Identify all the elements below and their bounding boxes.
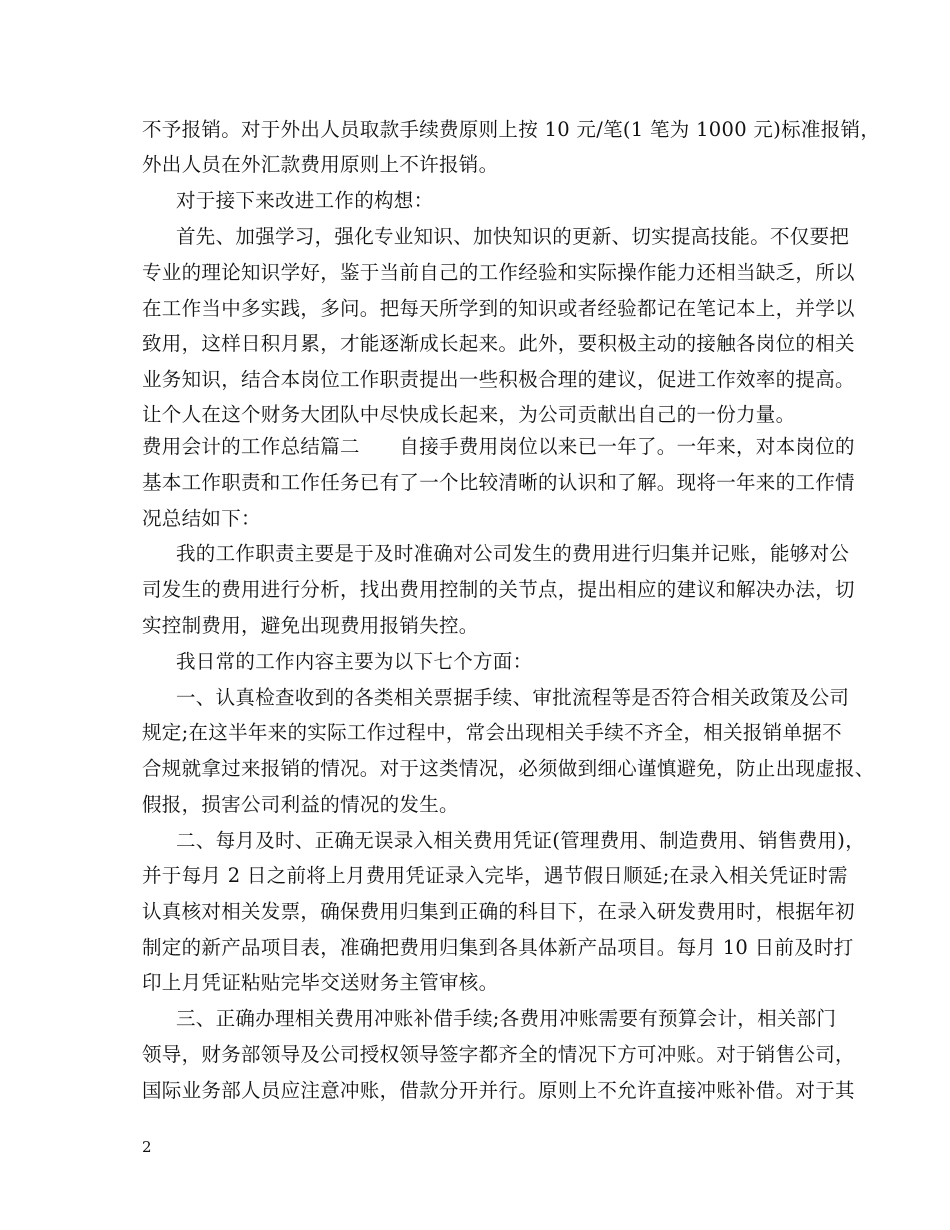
text-line: 一、认真检查收到的各类相关票据手续、审批流程等是否符合相关政策及公司 [176,686,850,709]
text-line: 制定的新产品项目表，准确把费用归集到各具体新产品项目。每月 10 日前及时打 [142,936,854,959]
text-line: 二、每月及时、正确无误录入相关费用凭证(管理费用、制造费用、销售费用)， [176,829,866,852]
text-line: 致用，这样日积月累，才能逐渐成长起来。此外，要积极主动的接触各岗位的相关 [142,332,855,355]
text-line: 费用会计的工作总结篇二 自接手费用岗位以来已一年了。一年来，对本岗位的 [142,435,855,458]
text-line: 首先、加强学习，强化专业知识、加快知识的更新、切实提高技能。不仅要把 [176,225,850,248]
text-line: 外出人员在外汇款费用原则上不许报销。 [142,153,499,176]
text-line: 不予报销。对于外出人员取款手续费原则上按 10 元/笔(1 笔为 1000 元)标准报销， [142,118,881,141]
text-line: 基本工作职责和工作任务已有了一个比较清晰的认识和了解。现将一年来的工作情 [142,471,855,494]
text-line: 对于接下来改进工作的构想： [176,189,434,212]
page-number: 2 [142,1138,152,1156]
text-line: 国际业务部人员应注意冲账，借款分开并行。原则上不允许直接冲账补借。对于其 [142,1079,855,1102]
text-line: 实控制费用，避免出现费用报销失控。 [142,614,479,637]
text-line: 三、正确办理相关费用冲账补借手续;各费用冲账需要有预算会计，相关部门 [176,1007,837,1030]
text-line: 规定;在这半年来的实际工作过程中，常会出现相关手续不齐全，相关报销单据不 [142,721,842,744]
text-line: 假报，损害公司利益的情况的发生。 [142,793,459,816]
text-line: 领导，财务部领导及公司授权领导签字都齐全的情况下方可冲账。对于销售公司， [142,1043,855,1066]
text-line: 专业的理论知识学好，鉴于当前自己的工作经验和实际操作能力还相当缺乏，所以 [142,261,855,284]
text-line: 在工作当中多实践，多问。把每天所学到的知识或者经验都记在笔记本上，并学以 [142,297,855,320]
text-line: 司发生的费用进行分析，找出费用控制的关节点，提出相应的建议和解决办法，切 [142,578,855,601]
text-line: 我日常的工作内容主要为以下七个方面： [176,650,533,673]
text-line: 并于每月 2 日之前将上月费用凭证录入完毕，遇节假日顺延;在录入相关凭证时需 [142,864,848,887]
text-line: 况总结如下： [142,507,261,530]
text-line: 业务知识，结合本岗位工作职责提出一些积极合理的建议，促进工作效率的提高。 [142,368,855,391]
text-line: 认真核对相关发票，确保费用归集到正确的科目下，在录入研发费用时，根据年初 [142,900,855,923]
text-line: 印上月凭证粘贴完毕交送财务主管审核。 [142,971,499,994]
text-line: 合规就拿过来报销的情况。对于这类情况，必须做到细心谨慎避免，防止出现虚报、 [142,757,875,780]
text-line: 让个人在这个财务大团队中尽快成长起来，为公司贡献出自己的一份力量。 [142,403,796,426]
text-line: 我的工作职责主要是于及时准确对公司发生的费用进行归集并记账，能够对公 [176,542,850,565]
